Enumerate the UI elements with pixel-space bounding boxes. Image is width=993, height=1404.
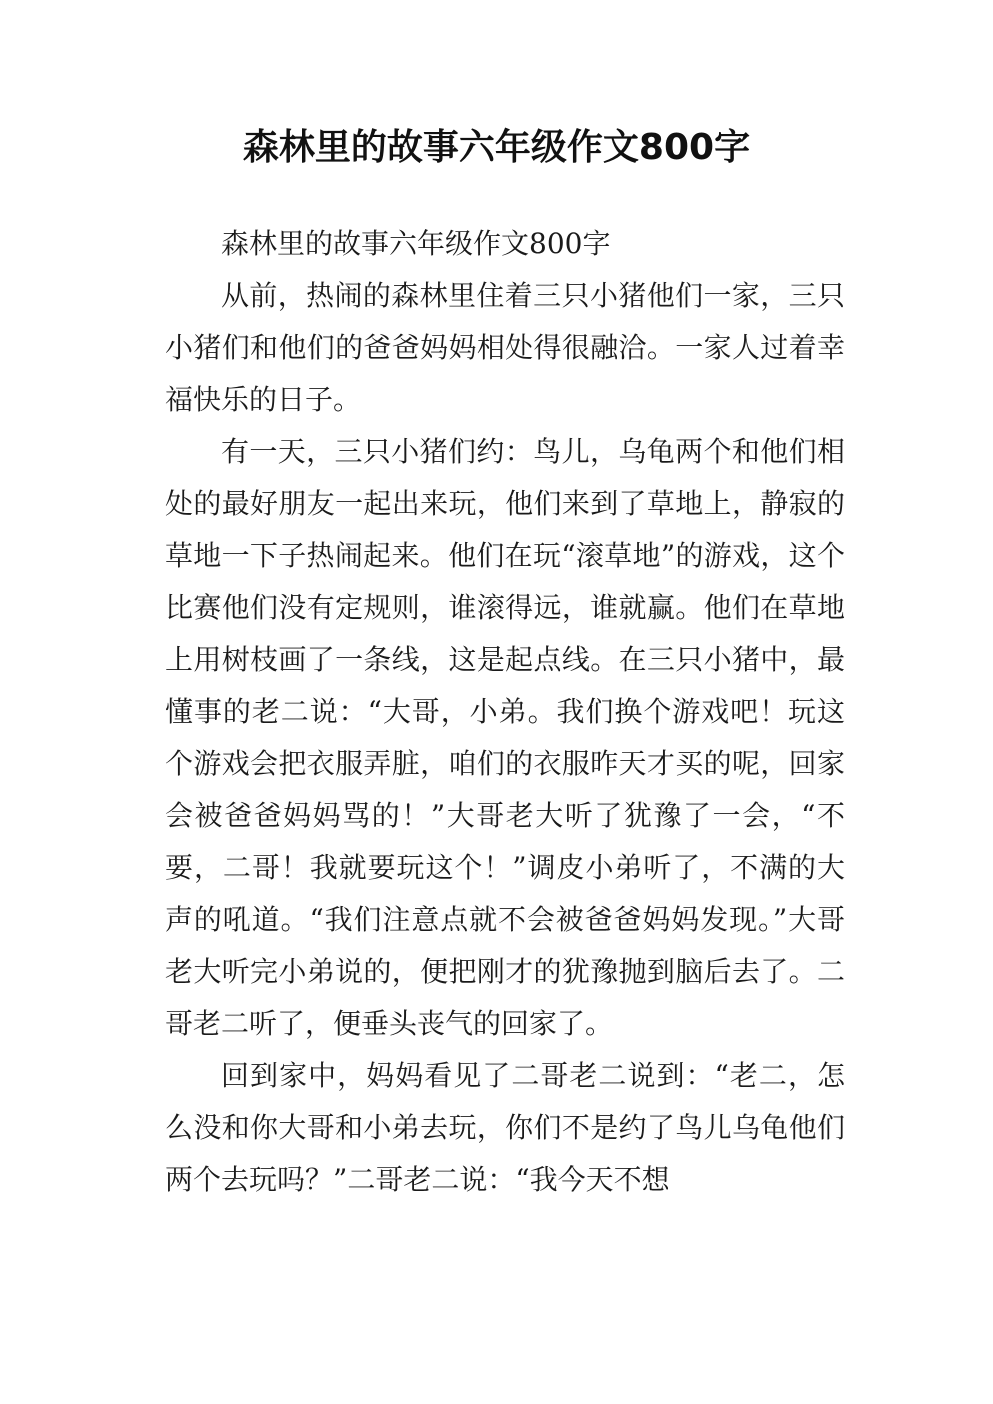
paragraph: 回到家中，妈妈看见了二哥老二说到：“老二，怎么没和你大哥和小弟去玩，你们不是约了鸟儿乌龟他们两个去玩吗？”二哥老二说：“我今天不想 bbox=[165, 1059, 845, 1196]
document-body bbox=[165, 218, 845, 1206]
document-title: 森林里的故事六年级作文800字 bbox=[242, 127, 751, 168]
paragraph: 从前，热闹的森林里住着三只小猪他们一家，三只小猪们和他们的爸爸妈妈相处得很融洽。一家人过着幸福快乐的日子。 bbox=[165, 279, 845, 416]
paragraph-subtitle: 森林里的故事六年级作文800字 bbox=[221, 227, 611, 260]
paragraph: 有一天，三只小猪们约：鸟儿，乌龟两个和他们相处的最好朋友一起出来玩，他们来到了草地上，静寂的草地一下子热闹起来。他们在玩“滚草地”的游戏，这个比赛他们没有定规则，谁滚得远，谁就赢。他们在草地上用树枝画了一条线，这是起点线。在三只小猪中，最懂事的老二说：“大哥，小弟。我们换个游戏吧！玩这个游戏会把衣服弄脏，咱们的衣服昨天才买的呢，回家会被爸爸妈妈骂的！”大哥老大听了犹豫了一会，“不要，二哥！我就要玩这个！”调皮小弟听了，不满的大声的吼道。“我们注意点就不会被爸爸妈妈发现。”大哥老大听完小弟说的，便把刚才的犹豫抛到脑后去了。二哥老二听了，便垂头丧气的回家了。 bbox=[165, 435, 845, 1040]
